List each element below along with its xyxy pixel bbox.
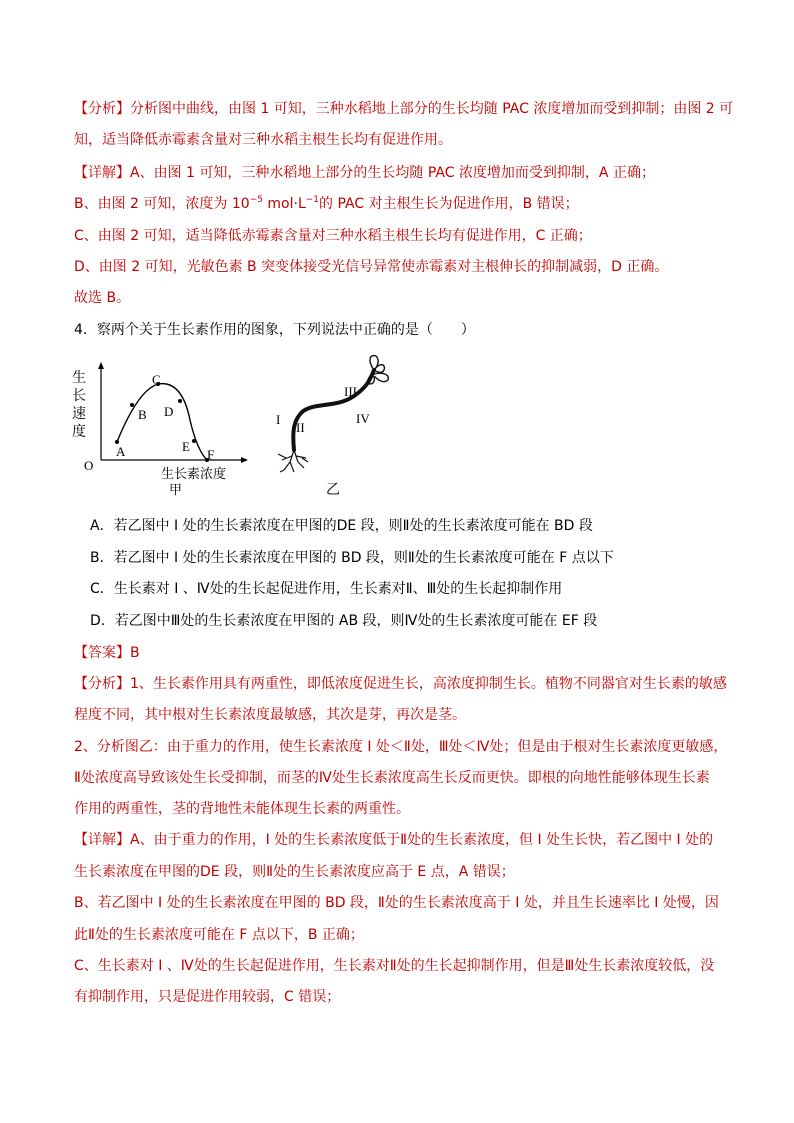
label-i: I	[276, 412, 281, 427]
figure-yi-caption: 乙	[326, 482, 340, 498]
point-e	[192, 439, 196, 443]
origin-label: O	[84, 458, 94, 473]
label-d: D	[164, 404, 174, 419]
detail2-c-line1: C、生长素对 I 、Ⅳ处的生长起促进作用，生长素对Ⅱ处的生长起抑制作用，但是Ⅲ处生长素浓度较低，没	[74, 958, 715, 974]
answer-value: B	[130, 645, 140, 661]
detail2-b-line2: 此Ⅱ处的生长素浓度可能在 F 点以下，B 正确；	[74, 927, 364, 943]
label-e: E	[182, 439, 190, 454]
svg-text:长: 长	[72, 389, 86, 404]
detail2-a-line1: 【详解】A、由于重力的作用，I 处的生长素浓度低于Ⅱ处的生长素浓度，但 I 处生长快，若乙图中 I 处的	[74, 832, 714, 848]
analysis2-p2-line3: 作用的两重性，茎的背地性未能体现生长素的两重性。	[74, 801, 410, 817]
svg-text:生: 生	[72, 371, 86, 386]
label-c: C	[152, 372, 161, 387]
option-b: B．若乙图中 I 处的生长素浓度在甲图的 BD 段，则Ⅱ处的生长素浓度可能在 F 点以下	[90, 550, 614, 566]
analysis1-line2: 知，适当降低赤霉素含量对三种水稻主根生长均有促进作用。	[74, 132, 452, 148]
analysis2-p1-line1: 【分析】1、生长素作用具有两重性，即低浓度促进生长，高浓度抑制生长。植物不同器官对生长素的敏感	[74, 676, 727, 692]
growth-curve	[117, 384, 207, 460]
label-f: F	[207, 447, 215, 462]
svg-text:度: 度	[72, 425, 86, 440]
label-iii: III	[344, 384, 357, 399]
label-iv: IV	[356, 411, 370, 426]
answer-tag: 【答案】	[74, 645, 130, 661]
detail1-c: C、由图 2 可知，适当降低赤霉素含量对三种水稻主根生长均有促进作用，C 正确；	[74, 228, 592, 244]
question-stem: 4．察两个关于生长素作用的图象，下列说法中正确的是（ ）	[74, 322, 475, 338]
svg-text:速: 速	[72, 407, 86, 422]
y-axis-arrow	[98, 362, 104, 369]
label-ii: II	[296, 420, 305, 435]
y-axis-label	[72, 369, 86, 440]
detail2-b-line1: B、若乙图中 I 处的生长素浓度在甲图的 BD 段，Ⅱ处的生长素浓度高于 I 处，并且生长速率比 I 处慢，因	[74, 895, 719, 911]
x-axis-arrow	[241, 457, 248, 463]
point-b	[130, 403, 134, 407]
analysis1-line1: 【分析】分析图中曲线，由图 1 可知，三种水稻地上部分的生长均随 PAC 浓度增加而受到抑制；由图 2 可	[74, 101, 734, 117]
analysis-tag: 【分析】	[74, 101, 130, 117]
detail1-d: D、由图 2 可知，光敏色素 B 突变体接受光信号异常使赤霉素对主根伸长的抑制减弱，D 正确。	[74, 259, 669, 275]
detail1-choice: 故选 B。	[74, 290, 131, 306]
analysis2-p2-line1: 2、分析图乙：由于重力的作用，使生长素浓度 I 处＜Ⅱ处，Ⅲ处＜Ⅳ处；但是由于根对生长素浓度更敏感，	[74, 739, 728, 755]
option-d: D．若乙图中Ⅲ处的生长素浓度在甲图的 AB 段，则Ⅳ处的生长素浓度可能在 EF 段	[90, 613, 598, 629]
point-d	[178, 399, 182, 403]
label-a: A	[116, 444, 126, 459]
detail-tag: 【详解】	[74, 832, 130, 848]
curve-points	[115, 382, 209, 462]
detail1-a: 【详解】A、由图 1 可知，三种水稻地上部分的生长均随 PAC 浓度增加而受到抑制，A 正确；	[74, 165, 655, 181]
analysis2-p2-line2: Ⅱ处浓度高导致该处生长受抑制，而茎的Ⅳ处生长素浓度高生长反而更快。即根的向地性能够体现生长素	[74, 770, 710, 786]
plant-stem	[293, 370, 374, 450]
option-c: C．生长素对 I 、Ⅳ处的生长起促进作用，生长素对Ⅱ、Ⅲ处的生长起抑制作用	[90, 581, 563, 597]
detail2-c-line2: 有抑制作用，只是促进作用较弱，C 错误；	[74, 989, 341, 1005]
x-axis-label: 生长素浓度	[161, 467, 227, 482]
detail1-b: B、由图 2 可知，浓度为 $10^{-5}$ $mol\cdot L^{-1}$的 PAC 对主根生长为促进作用，B 错误；	[74, 195, 579, 212]
label-b: B	[138, 407, 147, 422]
answer-line	[74, 643, 140, 663]
plant-roots	[278, 450, 308, 472]
figure-jia-caption: 甲	[169, 483, 183, 498]
analysis2-p1-line2: 程度不同，其中根对生长素浓度最敏感，其次是芽，再次是茎。	[74, 707, 466, 723]
option-a: A．若乙图中 I 处的生长素浓度在甲图的DE 段，则Ⅱ处的生长素浓度可能在 BD 段	[90, 518, 593, 534]
figure-yi-plant	[262, 350, 402, 500]
figure-jia-graph	[70, 360, 250, 500]
detail2-a-line2: 生长素浓度在甲图的DE 段，则Ⅱ处的生长素浓度应高于 E 点，A 错误；	[74, 864, 515, 880]
detail-tag: 【详解】	[74, 165, 130, 181]
analysis-tag: 【分析】	[74, 676, 130, 692]
